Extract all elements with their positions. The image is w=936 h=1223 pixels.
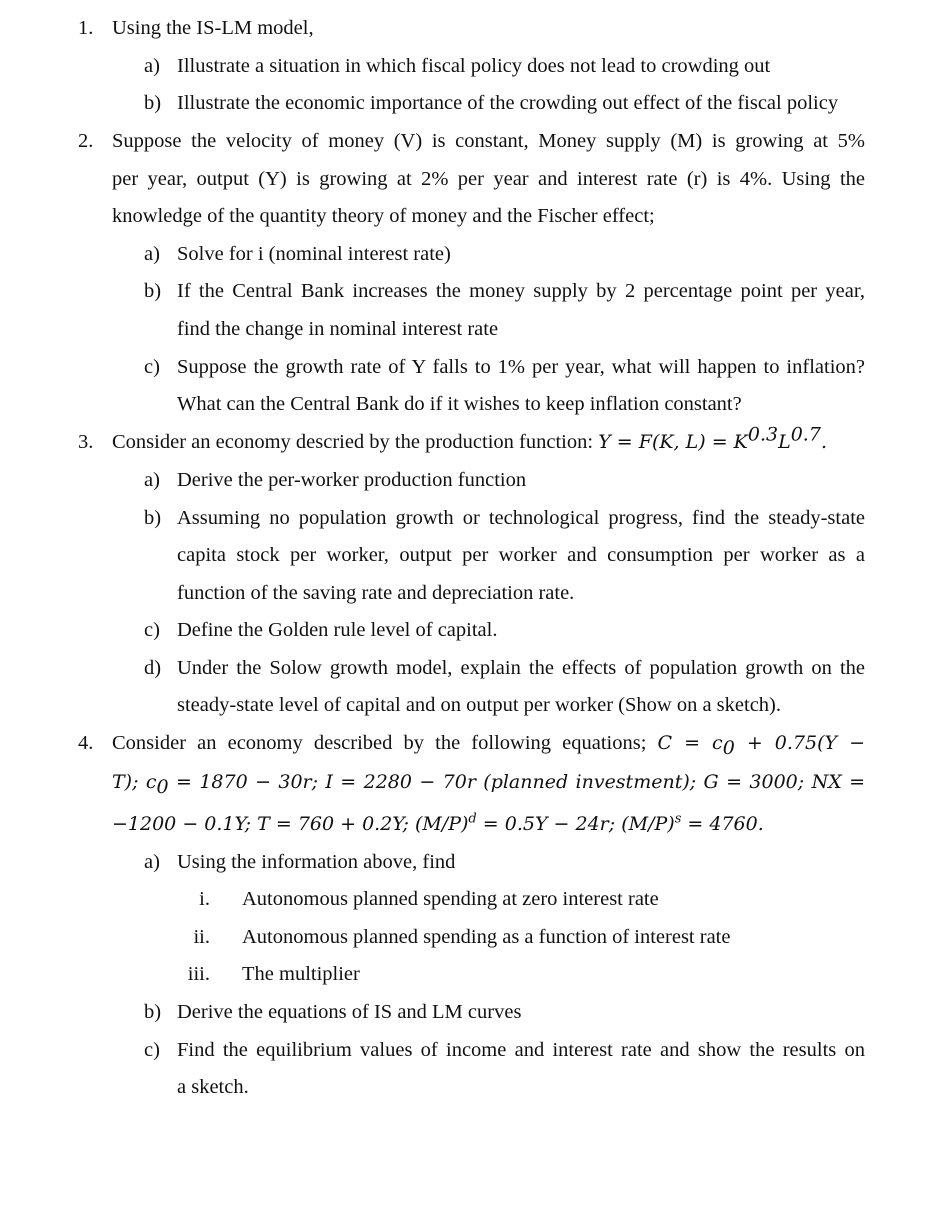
- q4-text-3: −1200 − 0.1Y; T = 760 + 0.2Y; $(M/P)^d = 0.5Y - 24r$; $(M/P)^s = 4760$.: [112, 811, 764, 835]
- q1a-line: [0, 47, 936, 85]
- q1b-line: [0, 84, 936, 122]
- q3b-text-3: function of the saving rate and depreciation rate.: [177, 582, 575, 604]
- q4-line-3: [0, 805, 936, 843]
- q4a-text: Using the information above, find: [177, 851, 456, 873]
- q3-intro: Consider an economy descried by the production function:: [112, 431, 594, 453]
- q1-number: 1.: [78, 17, 94, 39]
- q4-text-2: T); $c_0 = 1870 - 30r$; I = 2280 − 70r (planned investment); G = 3000; NX =: [112, 771, 866, 798]
- q4a-iii-text: The multiplier: [242, 963, 360, 985]
- q4a-iii-label: iii.: [187, 963, 210, 985]
- q2b-text-2: find the change in nominal interest rate: [177, 318, 499, 340]
- q3b-line-1: [0, 499, 936, 537]
- q3d-label: d): [144, 657, 162, 679]
- q3b-text-1: Assuming no population growth or technological progress, find the steady-state: [177, 507, 865, 529]
- q4a-iii-line: [0, 955, 936, 993]
- q1b-label: b): [144, 92, 162, 114]
- q3d-text-1: Under the Solow growth model, explain the effects of population growth on the: [177, 657, 865, 679]
- q2b-line-1: [0, 272, 936, 310]
- q2-line-3: [0, 197, 936, 235]
- q4c-text-1: Find the equilibrium values of income and interest rate and show the results on: [177, 1039, 865, 1061]
- q4a-ii-label: ii.: [193, 926, 210, 948]
- q3a-line: [0, 461, 936, 499]
- q4a-i-label: i.: [199, 888, 210, 910]
- q4c-text-2: a sketch.: [177, 1076, 249, 1098]
- q2a-text: Solve for i (nominal interest rate): [177, 243, 451, 265]
- q3a-text: Derive the per-worker production function: [177, 469, 527, 491]
- q4-number: 4.: [78, 732, 94, 754]
- q4a-i-text: Autonomous planned spending at zero interest rate: [242, 888, 659, 910]
- production-function-formula: Y = F(K, $L) = K^{0.3}L^{0.7}$.: [598, 423, 827, 453]
- q4c-label: c): [144, 1039, 160, 1061]
- q3-number: 3.: [78, 431, 94, 453]
- q3-line: [0, 423, 936, 461]
- q2-text-2: per year, output (Y) is growing at 2% per year and interest rate (r) is 4%. Using the: [112, 168, 865, 190]
- q4a-i-line: [0, 880, 936, 918]
- q2c-text-2: What can the Central Bank do if it wishes to keep inflation constant?: [177, 393, 742, 415]
- q1-text: Using the IS-LM model,: [112, 17, 314, 39]
- q4b-text: Derive the equations of IS and LM curves: [177, 1001, 522, 1023]
- q4a-ii-line: [0, 918, 936, 956]
- q4a-line: [0, 843, 936, 881]
- q2b-text-1: If the Central Bank increases the money supply by 2 percentage point per year,: [177, 280, 865, 302]
- q2-number: 2.: [78, 130, 94, 152]
- q4a-label: a): [144, 851, 160, 873]
- q1b-text: Illustrate the economic importance of the crowding out effect of the fiscal policy: [177, 92, 839, 114]
- q2-text-1: Suppose the velocity of money (V) is constant, Money supply (M) is growing at 5%: [112, 130, 865, 152]
- q1a-text: Illustrate a situation in which fiscal policy does not lead to crowding out: [177, 55, 771, 77]
- q2c-text-1: Suppose the growth rate of Y falls to 1% per year, what will happen to inflation?: [177, 356, 865, 378]
- q2c-line-1: [0, 348, 936, 386]
- q4-line-2: [0, 763, 936, 801]
- q3d-line-1: [0, 649, 936, 687]
- q3d-text-2: steady-state level of capital and on output per worker (Show on a sketch).: [177, 694, 781, 716]
- q3b-line-3: [0, 574, 936, 612]
- q2a-line: [0, 235, 936, 273]
- q4b-line: [0, 993, 936, 1031]
- q2a-label: a): [144, 243, 160, 265]
- q3c-line: [0, 611, 936, 649]
- q2-line-2: [0, 160, 936, 198]
- q4c-line-2: [0, 1068, 936, 1106]
- q3b-text-2: capita stock per worker, output per worker and consumption per worker as a: [177, 544, 865, 566]
- q3-text: [112, 423, 827, 461]
- q4-text-1: Consider an economy described by the following equations; $C = c_0 + 0.75(Y$ −: [112, 732, 865, 759]
- q4c-line-1: [0, 1031, 936, 1069]
- q3b-line-2: [0, 536, 936, 574]
- q3a-label: a): [144, 469, 160, 491]
- q3d-line-2: [0, 686, 936, 724]
- q2-text-3: knowledge of the quantity theory of money and the Fischer effect;: [112, 205, 655, 227]
- q2b-line-2: [0, 310, 936, 348]
- q3c-text: Define the Golden rule level of capital.: [177, 619, 498, 641]
- q2-line-1: [0, 122, 936, 160]
- q3c-label: c): [144, 619, 160, 641]
- q2b-label: b): [144, 280, 162, 302]
- q1a-label: a): [144, 55, 160, 77]
- q4-line-1: [0, 724, 936, 762]
- q2c-line-2: [0, 385, 936, 423]
- q4a-ii-text: Autonomous planned spending as a function of interest rate: [242, 926, 731, 948]
- q1-line: [0, 9, 936, 47]
- q4b-label: b): [144, 1001, 162, 1023]
- q2c-label: c): [144, 356, 160, 378]
- q3b-label: b): [144, 507, 162, 529]
